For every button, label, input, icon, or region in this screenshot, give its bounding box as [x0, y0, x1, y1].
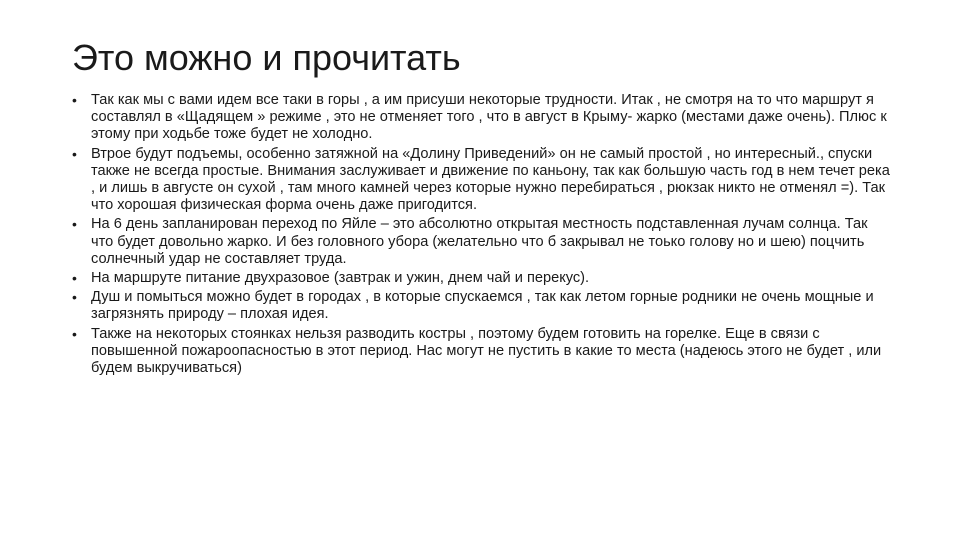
bullet-text: На маршруте питание двухразовое (завтрак и ужин, днем чай и перекус). — [91, 270, 590, 287]
bullet-list — [72, 92, 892, 379]
bullet-text: На 6 день запланирован переход по Яйле – это абсолютно открытая местность подставленная лучам солнца. Так что будет довольно жарко. И без головного убора (желательно что б закрывал не тоько голову но и шею) поцчить солнечный удар не составляет труда. — [91, 216, 868, 267]
list-item — [72, 289, 892, 323]
list-item — [72, 146, 892, 215]
bullet-icon: • — [72, 216, 77, 233]
list-item — [72, 92, 892, 144]
bullet-icon: • — [72, 270, 77, 287]
bullet-text: Втрое будут подъемы, особенно затяжной на «Долину Приведений» он не самый простой , но интересный., спуски также не всегда простые. Внимания заслуживает и движение по каньону, так как большую часть год в нем течет река , и лишь в августе он сухой , там много камней через которые нужно перебираться , рюкзак никто не отменял =). Так что хорошая физическая форма очень даже пригодится. — [91, 145, 890, 214]
bullet-icon: • — [72, 325, 77, 342]
bullet-text: Душ и помыться можно будет в городах , в которые спускаемся , так как летом горные родники не очень мощные и загрязнять природу – плохая идея. — [91, 289, 874, 323]
bullet-text: Так как мы с вами идем все таки в горы , а им присуши некоторые трудности. Итак , не смотря на то что маршрут я составлял в «Щадящем » режиме , это не отменяет того , что в август в Крыму- жарко (местами даже очень). Плюс к этому при ходьбе тоже будет не холодно. — [91, 92, 887, 143]
list-item — [72, 216, 892, 268]
bullet-icon: • — [72, 92, 77, 108]
bullet-icon: • — [72, 289, 77, 306]
bullet-text: Также на некоторых стоянках нельзя разводить костры , поэтому будем готовить на горелке. Еще в связи с повышенной пожароопасностью в этот период. Нас могут не пустить в какие то места (надеюсь этого не будет , или будем выкручиваться) — [91, 325, 882, 377]
bullet-icon: • — [72, 145, 77, 162]
list-item — [72, 326, 892, 378]
slide-title: Это можно и прочитать — [72, 37, 461, 78]
list-item — [72, 270, 892, 287]
